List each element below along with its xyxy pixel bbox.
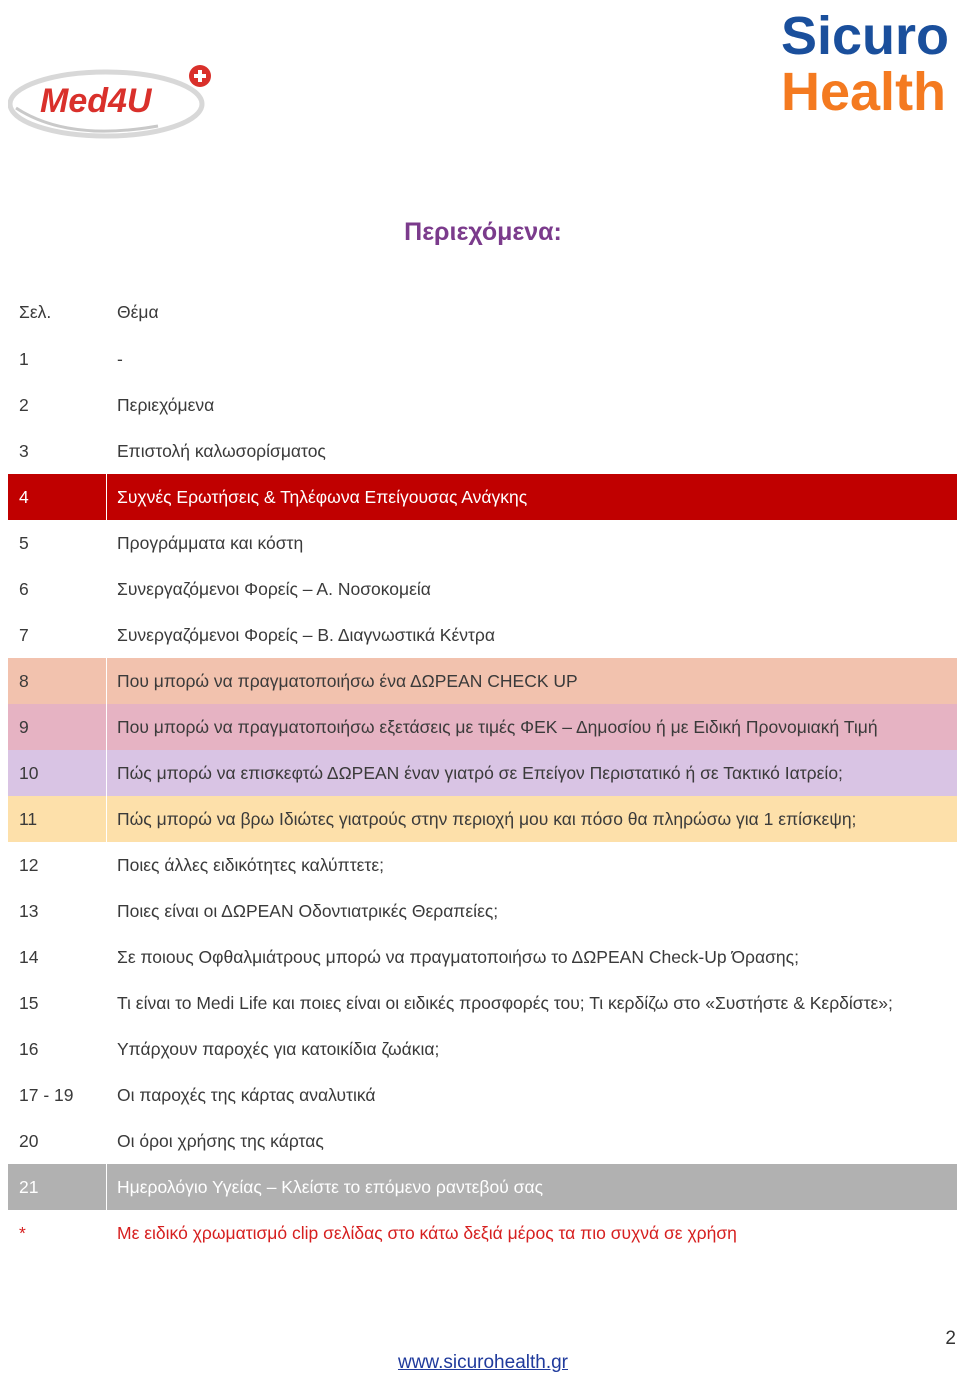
toc-topic: Προγράμματα και κόστη [117,533,304,553]
toc-page: 21 [8,1164,107,1210]
toc-row [8,428,957,474]
toc-page: 2 [19,395,29,415]
table-of-contents [8,290,957,1256]
toc-row-highlighted [8,750,957,796]
toc-row-highlighted [8,658,957,704]
toc-topic: Περιεχόμενα [117,395,215,415]
toc-page: 16 [19,1039,39,1059]
toc-topic: Υπάρχουν παροχές για κατοικίδια ζωάκια; [117,1039,440,1059]
header-topic: Θέμα [117,302,159,322]
toc-topic: Ποιες άλλες ειδικότητες καλύπτετε; [117,855,384,875]
toc-topic: Τι είναι το Medi Life και ποιες είναι οι ειδικές προσφορές του; Τι κερδίζω στο «Συστήστε & Κερδίστε»; [117,993,893,1013]
svg-text:Health: Health [781,62,947,120]
toc-topic: Συνεργαζόμενοι Φορείς – Β. Διαγνωστικά Κέντρα [117,625,496,645]
toc-topic: Οι όροι χρήσης της κάρτας [117,1131,324,1151]
toc-row [8,336,957,382]
toc-topic: Σε ποιους Οφθαλμιάτρους μπορώ να πραγματοποιήσω το ΔΩΡΕΑΝ Check-Up Όρασης; [117,947,799,967]
toc-page: 12 [19,855,39,875]
toc-row-highlighted [8,474,957,520]
toc-page: 17 - 19 [19,1085,74,1105]
toc-topic: Πώς μπορώ να βρω Ιδιώτες γιατρούς στην περιοχή μου και πόσο θα πληρώσω για 1 επίσκεψη; [107,796,957,842]
toc-row [8,888,957,934]
toc-header-row [8,290,957,336]
toc-row-highlighted [8,1164,957,1210]
toc-page: 10 [8,750,107,796]
toc-row [8,980,957,1026]
toc-page: 3 [19,441,29,461]
svg-text:Med4U: Med4U [40,82,152,120]
toc-row-highlighted [8,704,957,750]
med4u-logo [8,64,214,140]
toc-row [8,612,957,658]
toc-page: 14 [19,947,39,967]
page-title: Περιεχόμενα: [404,218,562,246]
toc-topic: - [117,349,123,369]
toc-row-highlighted [8,796,957,842]
note-marker: * [19,1223,26,1243]
toc-topic: Επιστολή καλωσορίσματος [117,441,326,461]
toc-page: 5 [19,533,29,553]
toc-topic: Πώς μπορώ να επισκεφτώ ΔΩΡΕΑΝ έναν γιατρό σε Επείγον Περιστατικό ή σε Τακτικό Ιατρείο; [107,750,957,796]
toc-topic: Ποιες είναι οι ΔΩΡΕΑΝ Οδοντιατρικές Θεραπείες; [117,901,499,921]
footer-website-link[interactable]: www.sicurohealth.gr [397,1352,569,1373]
toc-topic: Ημερολόγιο Υγείας – Κλείστε το επόμενο ραντεβού σας [107,1164,957,1210]
note-text: Με ειδικό χρωματισμό clip σελίδας στο κάτω δεξιά μέρος τα πιο συχνά σε χρήση [117,1223,737,1243]
page-number: 2 [945,1328,956,1349]
toc-row [8,566,957,612]
toc-page: 6 [19,579,29,599]
sicuro-health-logo [779,2,957,120]
toc-topic: Συνεργαζόμενοι Φορείς – Α. Νοσοκομεία [117,579,431,599]
toc-page: 11 [8,796,107,842]
toc-page: 4 [8,474,107,520]
toc-topic: Συχνές Ερωτήσεις & Τηλέφωνα Επείγουσας Ανάγκης [107,474,957,520]
toc-row [8,842,957,888]
toc-topic: Που μπορώ να πραγματοποιήσω εξετάσεις με τιμές ΦΕΚ – Δημοσίου ή με Ειδική Προνομιακή Τιμή [107,704,957,750]
toc-row [8,1118,957,1164]
toc-row [8,1072,957,1118]
toc-page: 15 [19,993,39,1013]
header-page: Σελ. [19,302,52,322]
toc-page: 9 [8,704,107,750]
toc-row [8,934,957,980]
toc-row [8,1026,957,1072]
toc-page: 13 [19,901,39,921]
toc-page: 1 [19,349,29,369]
svg-text:Sicuro: Sicuro [781,6,950,66]
toc-row [8,520,957,566]
toc-page: 20 [19,1131,39,1151]
toc-note-row [8,1210,957,1256]
toc-page: 7 [19,625,29,645]
toc-page: 8 [8,658,107,704]
toc-topic: Οι παροχές της κάρτας αναλυτικά [117,1085,376,1105]
toc-topic: Που μπορώ να πραγματοποιήσω ένα ΔΩΡΕΑΝ CHECK UP [107,658,957,704]
toc-row [8,382,957,428]
